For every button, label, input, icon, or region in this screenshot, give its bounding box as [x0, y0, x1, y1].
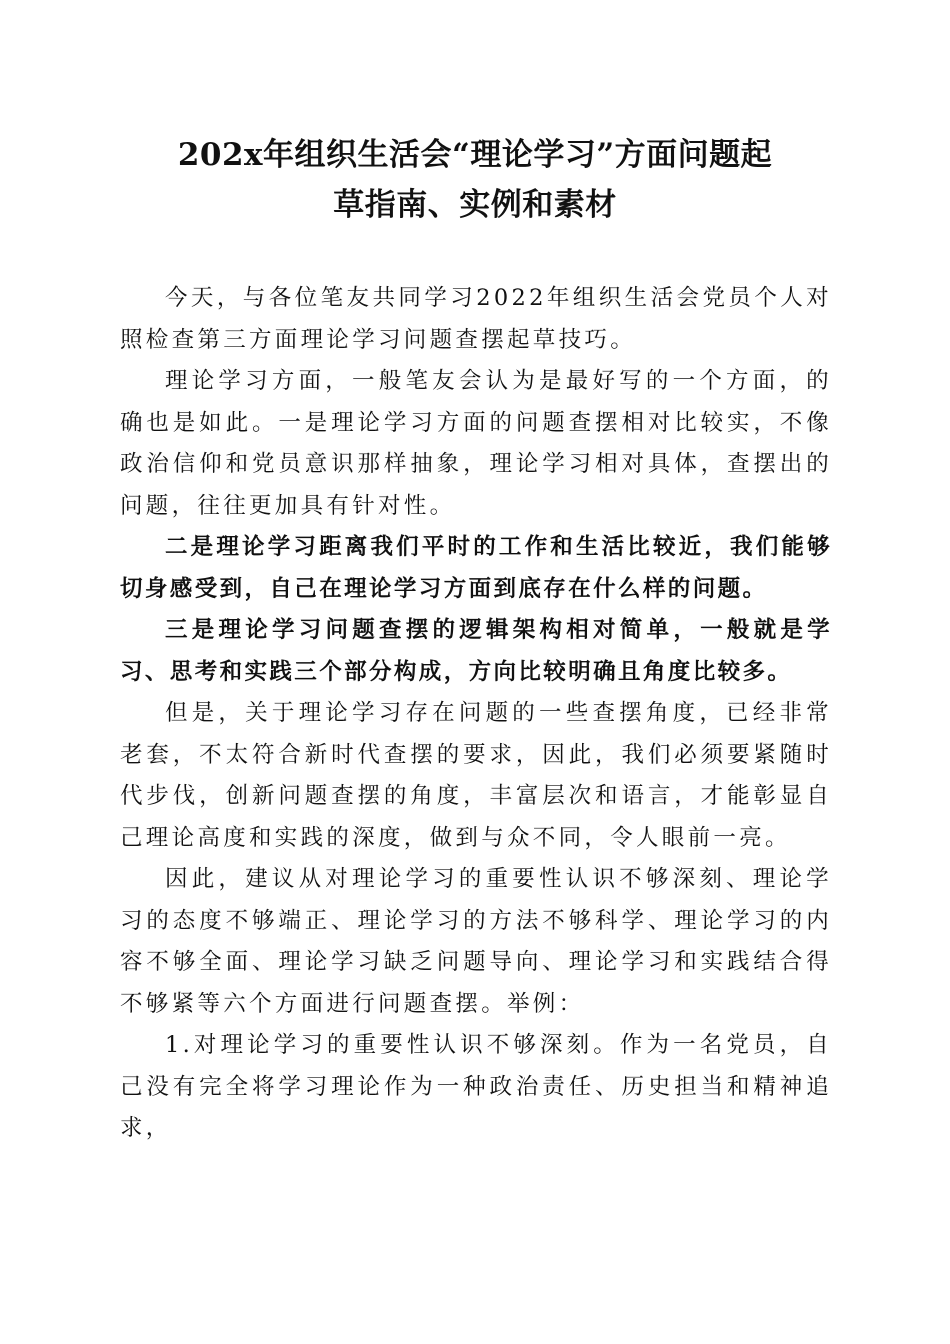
title-line-2: 草指南、实例和素材 — [333, 187, 617, 223]
paragraph-intro: 今天，与各位笔友共同学习2022年组织生活会党员个人对照检查第三方面理论学习问题查摆起草技巧。 — [120, 285, 832, 353]
paragraph-point-three: 三是理论学习问题查摆的逻辑架构相对简单，一般就是学习、思考和实践三个部分构成，方向比较明确且角度比较多。 — [120, 617, 832, 685]
paragraph-however: 但是，关于理论学习存在问题的一些查摆角度，已经非常老套，不太符合新时代查摆的要求，因此，我们必须要紧随时代步伐，创新问题查摆的角度，丰富层次和语言，才能彰显自己理论高度和实践的深度，做到与众不同，令人眼前一亮。 — [120, 700, 832, 851]
paragraph-theory-study: 理论学习方面，一般笔友会认为是最好写的一个方面，的确也是如此。一是理论学习方面的问题查摆相对比较实，不像政治信仰和党员意识那样抽象，理论学习相对具体，查摆出的问题，往往更加具有针对性。 — [120, 368, 832, 519]
paragraph-suggestion: 因此，建议从对理论学习的重要性认识不够深刻、理论学习的态度不够端正、理论学习的方法不够科学、理论学习的内容不够全面、理论学习缺乏问题导向、理论学习和实践结合得不够紧等六个方面进行问题查摆。举例： — [120, 866, 832, 1017]
paragraph-example-1: 1.对理论学习的重要性认识不够深刻。作为一名党员，自己没有完全将学习理论作为一种政治责任、历史担当和精神追求， — [120, 1032, 832, 1141]
paragraph-point-two: 二是理论学习距离我们平时的工作和生活比较近，我们能够切身感受到，自己在理论学习方面到底存在什么样的问题。 — [120, 534, 832, 602]
document-body — [120, 278, 832, 1150]
document-title — [100, 130, 850, 230]
title-line-1: 202x年组织生活会“理论学习”方面问题起 — [177, 137, 773, 173]
